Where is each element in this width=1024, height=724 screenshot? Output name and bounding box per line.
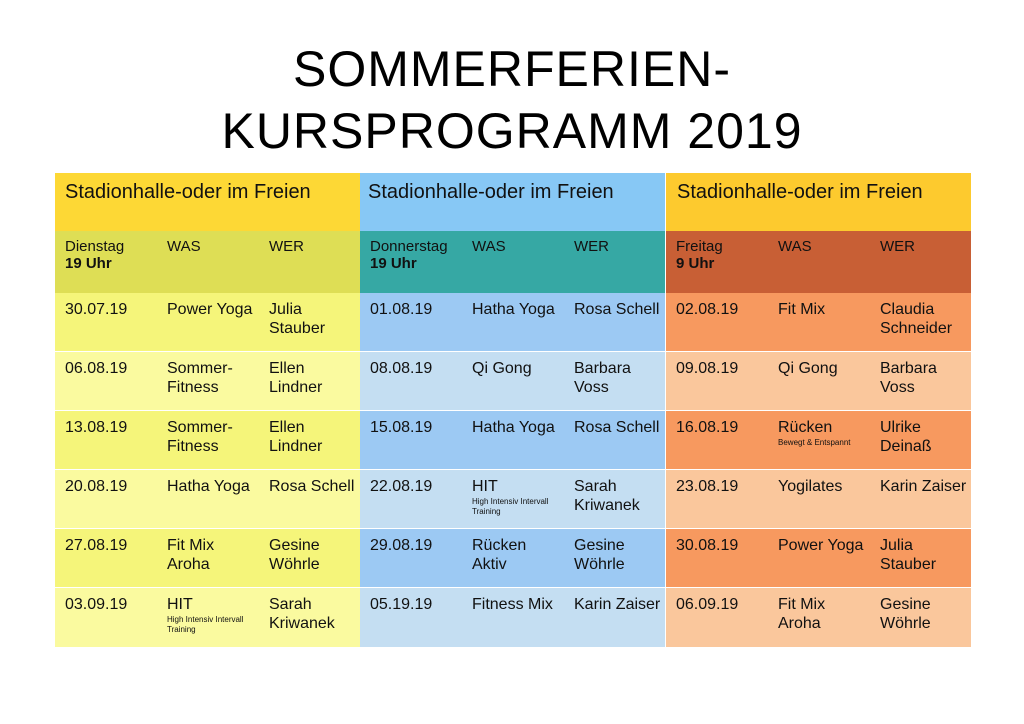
date-cell: 05.19.19	[370, 596, 433, 613]
instructor-cell: Sarah Kriwanek	[269, 596, 335, 632]
table-row	[360, 588, 665, 647]
start-time-label: 19 Uhr	[370, 255, 417, 272]
table-row	[666, 293, 971, 351]
was-column-header: WAS	[778, 238, 812, 255]
instructor-cell: Gesine Wöhrle	[574, 537, 625, 573]
instructor-cell: Karin Zaiser	[880, 478, 967, 495]
table-row	[55, 352, 360, 410]
course-name: HIT	[167, 596, 193, 613]
instructor-cell: Julia Stauber	[880, 537, 937, 573]
course-name: Fit Mix Aroha	[167, 537, 215, 573]
course-name: Rücken	[778, 419, 833, 436]
thursday-block	[360, 173, 665, 647]
day-time-header	[666, 231, 768, 293]
page-title-line-1: SOMMERFERIEN-	[293, 41, 731, 97]
course-name: Sommer-Fitness	[167, 419, 233, 455]
table-row	[55, 470, 360, 528]
day-time-header	[55, 231, 157, 293]
course-name: Qi Gong	[472, 360, 532, 377]
was-column-header: WAS	[167, 238, 201, 255]
course-note: High Intensiv Intervall Training	[472, 497, 549, 516]
instructor-cell: Gesine Wöhrle	[880, 596, 931, 632]
course-name: Hatha Yoga	[472, 419, 555, 436]
instructor-cell: Rosa Schell	[574, 419, 660, 436]
course-cell	[157, 529, 259, 587]
instructor-cell: Ellen Lindner	[269, 360, 323, 396]
course-cell	[157, 588, 259, 647]
table-row	[55, 411, 360, 469]
course-name: Hatha Yoga	[472, 301, 555, 318]
date-cell: 16.08.19	[676, 419, 739, 436]
table-row	[55, 588, 360, 647]
instructor-cell: Julia Stauber	[269, 301, 326, 337]
course-note: Bewegt & Entspannt	[778, 438, 851, 447]
start-time-label: 9 Uhr	[676, 255, 715, 272]
course-cell	[462, 470, 564, 528]
instructor-cell: Rosa Schell	[574, 301, 660, 318]
thursday-location-header: Stadionhalle-oder im Freien	[360, 173, 665, 231]
table-row	[55, 529, 360, 587]
course-name: Fit Mix Aroha	[778, 596, 826, 632]
friday-column-header-row	[666, 231, 971, 293]
date-cell: 27.08.19	[65, 537, 128, 554]
instructor-cell: Claudia Schneider	[880, 301, 953, 337]
wer-column-header: WER	[880, 238, 915, 255]
instructor-cell: Ulrike Deinaß	[880, 419, 932, 455]
table-row	[360, 352, 665, 410]
course-cell	[462, 588, 564, 647]
tuesday-block	[55, 173, 360, 647]
course-cell	[462, 293, 564, 351]
day-time-header	[360, 231, 462, 293]
course-cell	[462, 411, 564, 469]
date-cell: 30.07.19	[65, 301, 128, 318]
course-cell	[768, 588, 870, 647]
table-row	[55, 293, 360, 351]
table-row	[360, 411, 665, 469]
course-cell	[157, 470, 259, 528]
date-cell: 01.08.19	[370, 301, 433, 318]
date-cell: 30.08.19	[676, 537, 739, 554]
weekday-label: Dienstag	[65, 238, 125, 255]
course-name: Qi Gong	[778, 360, 838, 377]
date-cell: 03.09.19	[65, 596, 128, 613]
course-name: Sommer-Fitness	[167, 360, 233, 396]
date-cell: 06.09.19	[676, 596, 739, 613]
date-cell: 08.08.19	[370, 360, 433, 377]
thursday-column-header-row	[360, 231, 665, 293]
weekday-label: Freitag	[676, 238, 723, 255]
wer-column-header: WER	[269, 238, 304, 255]
table-row	[666, 529, 971, 587]
course-name: Yogilates	[778, 478, 843, 495]
date-cell: 09.08.19	[676, 360, 739, 377]
start-time-label: 19 Uhr	[65, 255, 112, 272]
table-row	[360, 470, 665, 528]
table-row	[666, 352, 971, 410]
weekday-label: Donnerstag	[370, 238, 448, 255]
date-cell: 20.08.19	[65, 478, 128, 495]
course-cell	[462, 529, 564, 587]
course-note: High Intensiv Intervall Training	[167, 615, 244, 634]
friday-location-header: Stadionhalle-oder im Freien	[666, 173, 971, 231]
table-row	[666, 411, 971, 469]
table-row	[360, 529, 665, 587]
table-row	[666, 588, 971, 647]
date-cell: 02.08.19	[676, 301, 739, 318]
course-name: Rücken Aktiv	[472, 537, 527, 573]
date-cell: 29.08.19	[370, 537, 433, 554]
course-cell	[768, 352, 870, 410]
course-cell	[462, 352, 564, 410]
tuesday-column-header-row	[55, 231, 360, 293]
date-cell: 22.08.19	[370, 478, 433, 495]
date-cell: 15.08.19	[370, 419, 433, 436]
course-cell	[157, 352, 259, 410]
instructor-cell: Barbara Voss	[880, 360, 937, 396]
course-name: HIT	[472, 478, 498, 495]
tuesday-location-header: Stadionhalle-oder im Freien	[55, 173, 360, 231]
instructor-cell: Sarah Kriwanek	[574, 478, 640, 514]
course-name: Fit Mix	[778, 301, 826, 318]
instructor-cell: Karin Zaiser	[574, 596, 661, 613]
table-row	[360, 293, 665, 351]
course-cell	[768, 529, 870, 587]
course-cell	[768, 470, 870, 528]
course-name: Power Yoga	[778, 537, 864, 554]
friday-block	[666, 173, 971, 647]
wer-column-header: WER	[574, 238, 609, 255]
course-cell	[157, 411, 259, 469]
date-cell: 23.08.19	[676, 478, 739, 495]
date-cell: 06.08.19	[65, 360, 128, 377]
course-cell	[768, 411, 870, 469]
date-cell: 13.08.19	[65, 419, 128, 436]
course-cell	[768, 293, 870, 351]
instructor-cell: Rosa Schell	[269, 478, 355, 495]
instructor-cell: Gesine Wöhrle	[269, 537, 320, 573]
instructor-cell: Barbara Voss	[574, 360, 631, 396]
course-cell	[157, 293, 259, 351]
page-title-line-2: KURSPROGRAMM 2019	[221, 103, 803, 159]
course-schedule-table	[55, 173, 971, 647]
course-name: Power Yoga	[167, 301, 253, 318]
course-name: Fitness Mix	[472, 596, 553, 613]
course-name: Hatha Yoga	[167, 478, 250, 495]
instructor-cell: Ellen Lindner	[269, 419, 323, 455]
table-row	[666, 470, 971, 528]
was-column-header: WAS	[472, 238, 506, 255]
